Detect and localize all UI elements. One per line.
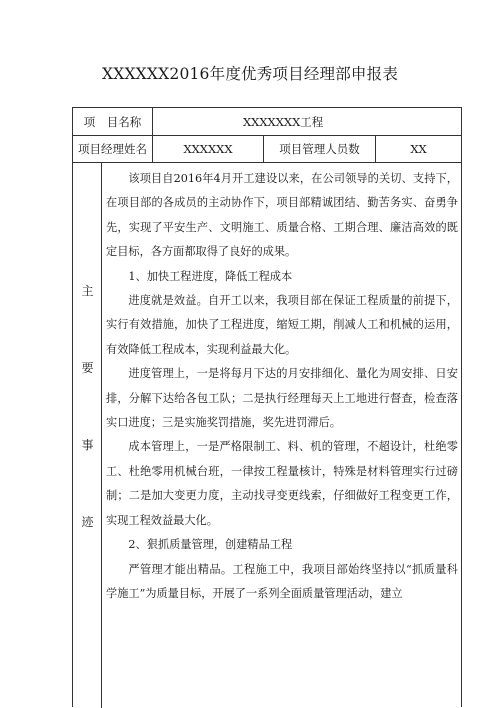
staff-count-value: XX [410, 142, 427, 156]
manager-name-label: 项目经理姓名 [73, 136, 153, 162]
main-deeds-label-char: 要 [81, 361, 94, 375]
main-deeds-text [106, 167, 458, 606]
project-name-value: XXXXXXX工程 [243, 114, 324, 129]
section-heading: 1、加快工程进度，降低工程成本 [128, 269, 293, 283]
manager-name-value: XXXXXX [153, 136, 264, 162]
paragraph: 进度管理上，一是将每月下达的月安排细化、量化为周安排、日安排，分解下达给各包工队；二是执行经理每天上工地进行督查，检查落实口进度；三是实施奖罚措施，奖先进罚滞后。 [106, 367, 458, 430]
project-name-row [73, 108, 461, 136]
paragraph: 严管理才能出精品。工程施工中，我项目部始终坚持以“抓质量科学施工”为质量目标，开展了一系列全面质量管理活动，建立 [106, 562, 458, 600]
main-deeds-label-char: 事 [81, 438, 94, 452]
application-form [72, 107, 462, 707]
paragraph: 成本管理上，一是严格限制工、料、机的管理，不超设计，杜绝零工、杜绝零用机械台班，一律按工程量核计，特殊是材料管理实行过磅制；二是加大变更力度，主动找寻变更线索，仔细做好工程变更工作，实现工程效益最大化。 [106, 440, 458, 527]
paragraph: 该项目自2016年4月开工建设以来，在公司领导的关切、支持下，在项目部的各成员的主动协作下，项目部精诚团结、勤苦务实、奋勇争先，实现了平安生产、文明施工、质量合格、工期合理、廉洁高效的既定目标，各方面都取得了良好的成果。 [106, 172, 458, 259]
paragraph: 进度就是效益。自开工以来，我项目部在保证工程质量的前提下，实行有效措施，加快了工程进度，缩短工期，削减人工和机械的运用，有效降低工程成本，实现利益最大化。 [106, 294, 458, 356]
staff-count-label: 项目管理人员数 [264, 136, 376, 162]
manager-row [73, 136, 461, 163]
main-deeds-label [73, 163, 102, 708]
page-title: XXXXXX2016年度优秀项目经理部申报表 [101, 65, 399, 83]
section-heading: 2、狠抓质量管理，创建精品工程 [128, 538, 293, 552]
project-name-label: 项 目名称 [73, 108, 153, 135]
main-deeds-label-char: 主 [81, 284, 94, 298]
main-deeds-section [73, 163, 461, 708]
main-deeds-label-char: 迹 [81, 515, 94, 529]
